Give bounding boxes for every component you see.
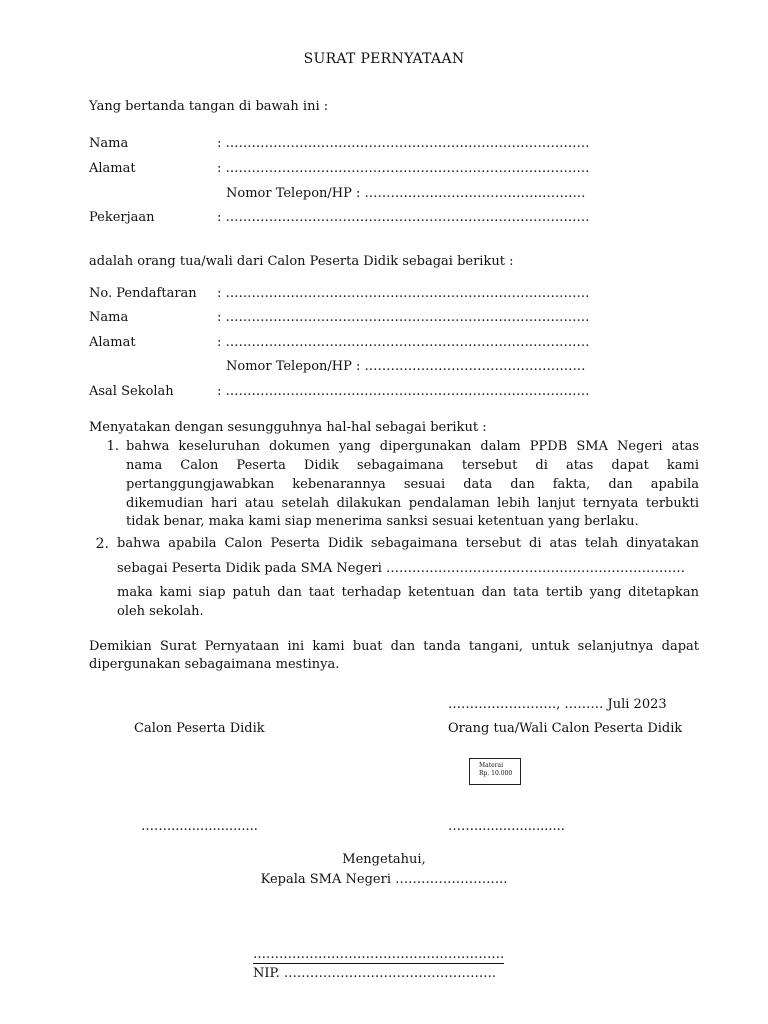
item-2-line: sebagai Peserta Didik pada SMA Negeri …………………………………………………………… — [117, 561, 686, 576]
parent-address-field: : ………………………………………………………………………… — [217, 161, 590, 176]
student-address-label: Alamat — [89, 335, 136, 350]
closing-line: Demikian Surat Pernyataan ini kami buat dan tanda tangani, untuk selanjutnya dapat — [89, 639, 699, 654]
item-1-number: 1. — [106, 439, 119, 454]
item-2-line: bahwa apabila Calon Peserta Didik sebagaimana tersebut di atas telah dinyatakan — [117, 536, 699, 551]
item-1-line: bahwa keseluruhan dokumen yang dipergunakan dalam PPDB SMA Negeri atas — [126, 439, 699, 454]
item-1-line: tidak benar, maka kami siap menerima sanksi sesuai ketentuan yang berlaku. — [126, 514, 639, 529]
stamp-amount: Rp. 10.000 — [479, 770, 513, 777]
parent-name-field: : ………………………………………………………………………… — [217, 136, 590, 151]
parent-job-field: : ………………………………………………………………………… — [217, 210, 590, 225]
parent-phone-field: Nomor Telepon/HP : …………………………………………… — [226, 186, 586, 201]
student-phone-field: Nomor Telepon/HP : …………………………………………… — [226, 359, 586, 374]
student-school-label: Asal Sekolah — [89, 384, 174, 399]
parent-job-label: Pekerjaan — [89, 210, 155, 225]
item-2-line: maka kami siap patuh dan taat terhadap ketentuan dan tata tertib yang ditetapkan — [117, 585, 699, 600]
document-title: SURAT PERNYATAAN — [303, 51, 465, 67]
student-reg-label: No. Pendaftaran — [89, 286, 197, 301]
parent-signature-name: ……...................... — [448, 819, 565, 834]
parent-address-label: Alamat — [89, 161, 136, 176]
student-school-field: : ………………………………………………………………………… — [217, 384, 590, 399]
student-signature-title: Calon Peserta Didik — [134, 721, 265, 736]
student-address-field: : ………………………………………………………………………… — [217, 335, 590, 350]
item-1-line: nama Calon Peserta Didik sebagaimana tersebut di atas dapat kami — [126, 458, 699, 473]
intro-text: Yang bertanda tangan di bawah ini : — [89, 99, 329, 114]
parent-name-label: Nama — [89, 136, 129, 151]
item-2-number: 2. — [95, 536, 109, 552]
acknowledge-text: Mengetahui, — [342, 852, 426, 867]
date-line: ……………………., ……… Juli 2023 — [448, 697, 667, 712]
stamp-label: Materai — [479, 762, 504, 769]
principal-nip: NIP. …………………………………………. — [253, 966, 497, 981]
item-2-line: oleh sekolah. — [117, 604, 204, 619]
parent-signature-title: Orang tua/Wali Calon Peserta Didik — [448, 721, 683, 736]
item-1-line: dikemudian hari atau setelah dilakukan pendalaman lebih lanjut ternyata terbukti — [126, 496, 699, 511]
closing-line: dipergunakan sebagaimana mestinya. — [89, 657, 340, 672]
statement-intro: Menyatakan dengan sesungguhnya hal-hal sebagai berikut : — [89, 420, 487, 435]
relation-text: adalah orang tua/wali dari Calon Peserta Didik sebagai berikut : — [89, 254, 514, 269]
item-1-line: pertanggungjawabkan kebenarannya sesuai data dan fakta, dan apabila — [126, 477, 699, 492]
student-signature-name: ……...................... — [141, 819, 258, 834]
stamp-box — [469, 758, 521, 785]
student-reg-field: : ………………………………………………………………………… — [217, 286, 590, 301]
principal-title: Kepala SMA Negeri …………………….. — [260, 872, 508, 887]
student-name-field: : ………………………………………………………………………… — [217, 310, 590, 325]
student-name-label: Nama — [89, 310, 129, 325]
principal-signature-name: …………………………………………………. — [253, 947, 505, 962]
